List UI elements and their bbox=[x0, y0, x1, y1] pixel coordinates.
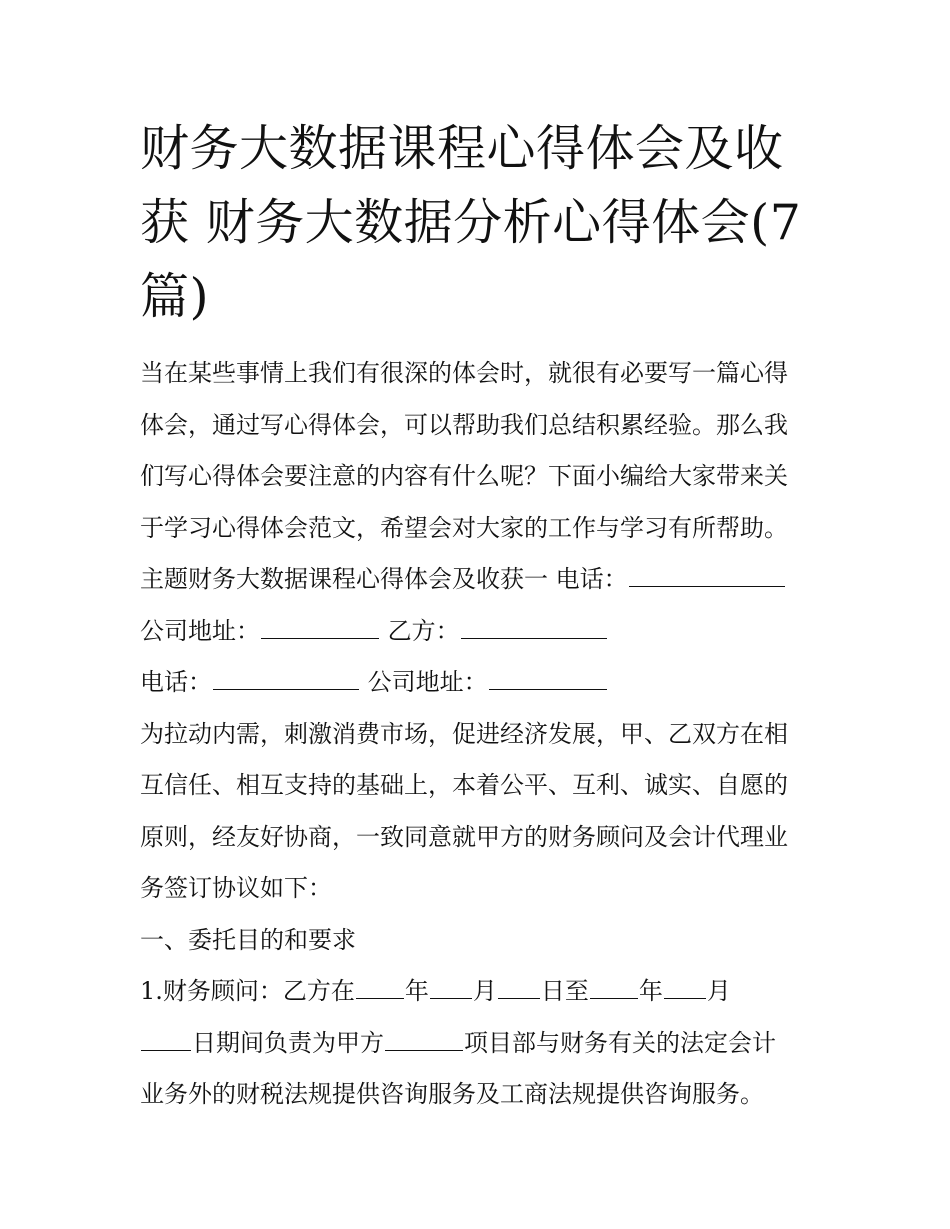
phone-blank bbox=[629, 564, 785, 587]
end-year-blank bbox=[590, 976, 638, 999]
start-year-blank bbox=[356, 976, 404, 999]
end-month-blank bbox=[664, 976, 706, 999]
company-address-label: 公司地址： bbox=[140, 616, 260, 645]
document-title bbox=[140, 112, 815, 334]
start-year-label: 年 bbox=[404, 977, 429, 1005]
start-month-label: 月 bbox=[472, 977, 497, 1005]
clause-1-prefix: 1.财务顾问：乙方在 bbox=[140, 977, 355, 1005]
agreement-line-3: 原则，经友好协商，一致同意就甲方的财务顾问及会计代理业 bbox=[140, 822, 788, 851]
clause-1-line-2-b: 项目部与财务有关的法定会计 bbox=[464, 1028, 776, 1057]
clause-1-line-3: 业务外的财税法规提供咨询服务及工商法规提供咨询服务。 bbox=[140, 1080, 764, 1108]
intro-line-4: 于学习心得体会范文，希望会对大家的工作与学习有所帮助。 bbox=[140, 513, 788, 542]
agreement-line-2: 互信任、相互支持的基础上，本着公平、互利、诚实、自愿的 bbox=[140, 771, 788, 799]
company-address-blank bbox=[261, 616, 379, 639]
day-to-label: 日至 bbox=[540, 977, 589, 1005]
clause-1-line-1 bbox=[140, 966, 815, 1018]
party-phone-line bbox=[140, 657, 815, 709]
document-page bbox=[140, 112, 815, 1121]
start-day-blank bbox=[498, 976, 540, 999]
company-address-label-2: 公司地址： bbox=[367, 668, 488, 696]
intro-line-3: 们写心得体会要注意的内容有什么呢？下面小编给大家带来关 bbox=[140, 462, 788, 490]
topic-text: 主题财务大数据课程心得体会及收获一 电话： bbox=[140, 565, 628, 593]
agreement-line-4: 务签订协议如下： bbox=[140, 874, 332, 902]
title-line-3: 篇) bbox=[140, 268, 210, 325]
start-month-blank bbox=[430, 976, 472, 999]
end-day-blank bbox=[141, 1028, 191, 1051]
project-blank bbox=[385, 1028, 463, 1051]
phone-label: 电话： bbox=[140, 668, 212, 696]
intro-line-2: 体会，通过写心得体会，可以帮助我们总结积累经验。那么我 bbox=[140, 410, 788, 439]
end-month-label: 月 bbox=[706, 977, 731, 1005]
section-heading-1: 一、委托目的和要求 bbox=[140, 925, 356, 954]
clause-1-line-2-a: 日期间负责为甲方 bbox=[192, 1028, 384, 1057]
party-b-label: 乙方： bbox=[387, 616, 460, 645]
title-line-2: 获 财务大数据分析心得体会(7 bbox=[140, 194, 802, 251]
party-b-blank bbox=[461, 616, 607, 639]
clause-1-line-2 bbox=[140, 1018, 815, 1070]
party-address-line bbox=[140, 606, 815, 658]
intro-line-1: 当在某些事情上我们有很深的体会时，就很有必要写一篇心得 bbox=[140, 359, 788, 387]
company-address-blank-2 bbox=[489, 667, 607, 690]
phone-blank-2 bbox=[213, 667, 359, 690]
agreement-line-1: 为拉动内需，刺激消费市场，促进经济发展，甲、乙双方在相 bbox=[140, 719, 788, 748]
title-line-1: 财务大数据课程心得体会及收 bbox=[140, 120, 784, 177]
topic-line bbox=[140, 554, 815, 606]
end-year-label: 年 bbox=[638, 977, 663, 1005]
